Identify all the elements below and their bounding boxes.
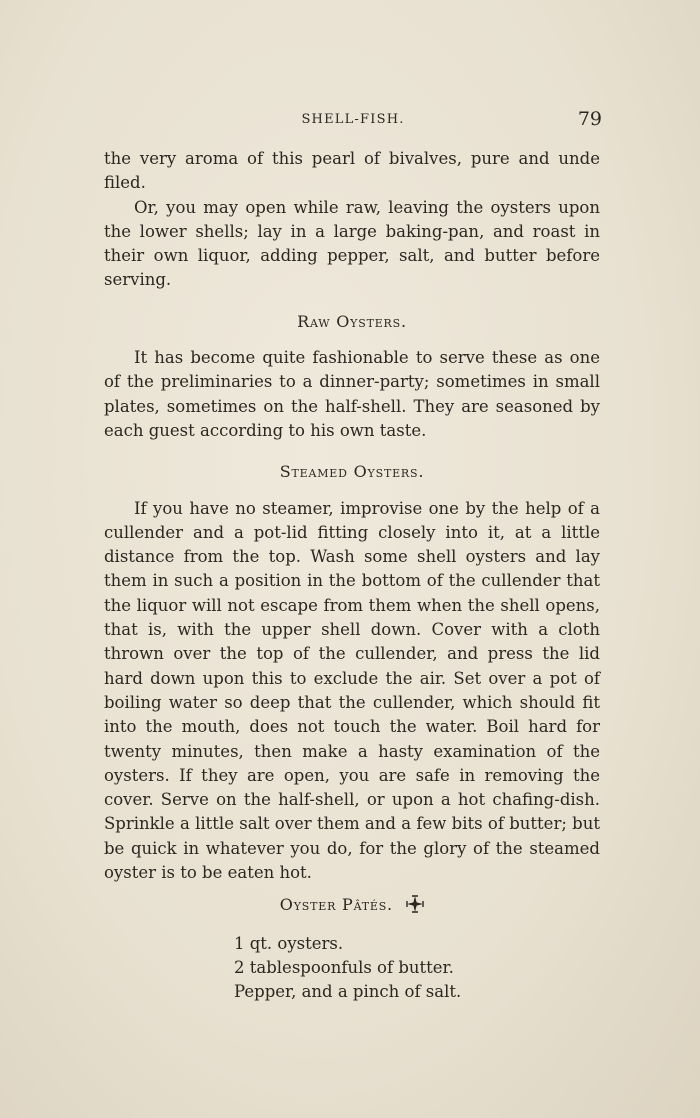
heading-raw-oysters: Raw Oysters. — [297, 311, 407, 331]
maltese-cross-icon — [406, 895, 424, 913]
page-number: 79 — [577, 108, 602, 130]
paragraph-steamed-oysters: If you have no steamer, improvise one by the help of a cullender and a pot-lid fitting closely into it, at a little distance from the top. Wash some shell oysters and lay them in such a position in the bottom of the cullender that the liquor will not escape from them when the shell opens, that is, with the upper shell down. Cover with a cloth thrown over the top of the cullender, and press the lid hard down upon this to exclude the air. Set over a pot of boiling water so deep that the cullender, which should fit into the mouth, does not touch the water. Boil hard for twenty minutes, then make a hasty examination of the oysters. If they are open, you are safe in removing the cover. Serve on the half-shell, or upon a hot chafing-dish. Sprinkle a little salt over them and a few bits of butter; but be quick in whatever you do, for the glory of the steamed oyster is to be eaten hot. — [104, 498, 600, 883]
heading-oyster-pates: Oyster Pâtés. — [279, 895, 393, 915]
ingredient-item: Pepper, and a pinch of salt. — [234, 981, 462, 1001]
paragraph-roast-oysters: Or, you may open while raw, leaving the oysters upon the lower shells; lay in a large baking-pan, and roast in their own liquor, adding pepper, salt, and butter before serving. — [104, 197, 600, 290]
running-head — [104, 108, 602, 134]
heading-steamed-oysters: Steamed Oysters. — [279, 462, 425, 482]
paragraph-continuation: the very aroma of this pearl of bivalves, pure and unde filed. — [104, 149, 600, 193]
ingredient-item: 1 qt. oysters. — [234, 933, 344, 953]
ingredient-list — [234, 932, 600, 1004]
running-title: SHELL-FISH. — [301, 112, 405, 127]
paragraph-raw-oysters: It has become quite fashionable to serve these as one of the preliminaries to a dinner-party; sometimes in small plates, sometimes on the half-shell. They are seasoned by each guest according to his own taste. — [104, 348, 600, 440]
ingredient-item: 2 tablespoonfuls of butter. — [234, 957, 454, 977]
body-text — [104, 147, 600, 1004]
heading-oyster-pates-row — [104, 893, 600, 917]
